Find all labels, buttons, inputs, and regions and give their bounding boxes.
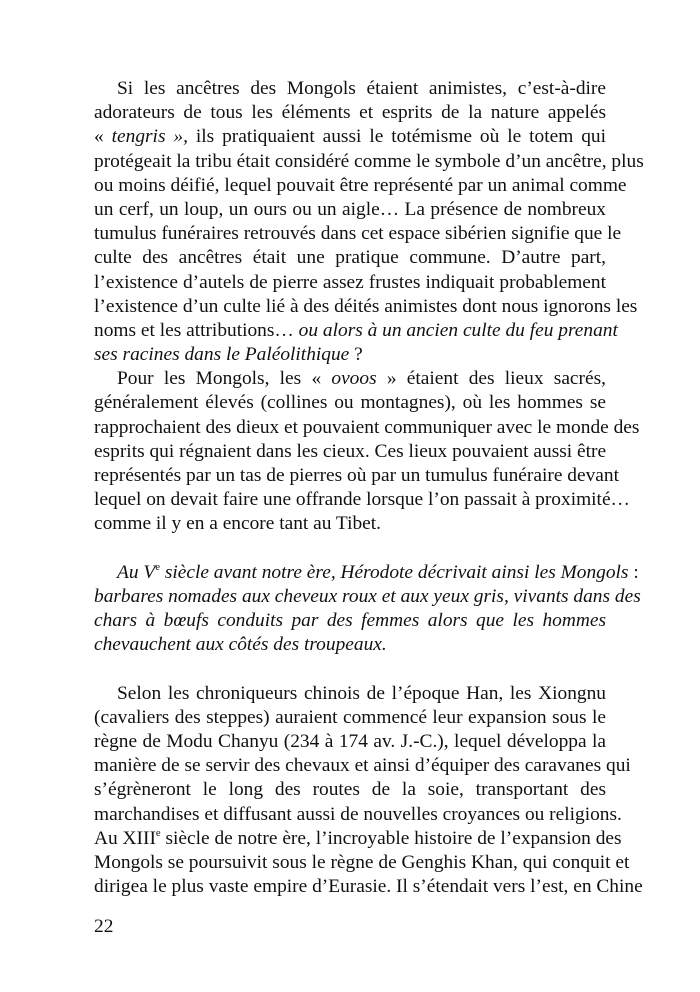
italic-text: chevauchent aux côtés des troupeaux. xyxy=(94,634,387,656)
body-text xyxy=(94,77,644,899)
text-line xyxy=(94,77,606,101)
text: noms et les attributions… xyxy=(94,319,299,341)
text-line xyxy=(94,851,630,875)
text-line xyxy=(94,875,643,899)
text: rapprochaient des dieux et pouvaient communiquer avec le monde des xyxy=(94,416,640,438)
text: » étaient des lieux sacrés, xyxy=(376,368,606,390)
text-line xyxy=(94,464,619,488)
text: tumulus funéraires retrouvés dans cet espace sibérien signifie que le xyxy=(94,223,622,245)
text-line xyxy=(94,174,627,198)
text-line xyxy=(94,585,641,609)
text-line xyxy=(94,609,606,633)
text: dirigea le plus vaste empire d’Eurasie. Il s’étendait vers l’est, en Chine xyxy=(94,876,643,898)
italic-text: chars à bœufs conduits par des femmes alors que les hommes xyxy=(94,610,606,632)
text-line xyxy=(94,198,606,222)
text-line xyxy=(94,295,638,319)
italic-text: ses racines dans le Paléolithique xyxy=(94,344,350,366)
text: un cerf, un loup, un ours ou un aigle… La présence de nombreux xyxy=(94,198,606,220)
text-line xyxy=(94,391,606,415)
superscript: e xyxy=(155,561,160,574)
text-line xyxy=(94,343,606,367)
text: Selon les chroniqueurs chinois de l’époque Han, les Xiongnu xyxy=(117,682,606,704)
italic-text: siècle avant notre ère, Hérodote décrivait ainsi les Mongols xyxy=(159,561,629,583)
text-line xyxy=(94,512,606,536)
text: ? xyxy=(349,344,363,366)
italic-text: ou alors à un ancien culte du feu prenant xyxy=(298,319,618,341)
paragraph-spacer xyxy=(94,537,606,561)
text: esprits qui régnaient dans les cieux. Ces lieux pouvaient aussi être xyxy=(94,440,607,462)
text: adorateurs de tous les éléments et esprits de la nature appelés xyxy=(94,102,606,124)
text-line xyxy=(94,246,606,270)
text: Si les ancêtres des Mongols étaient animistes, c’est-à-dire xyxy=(117,78,606,99)
text-line xyxy=(94,488,630,512)
text-line xyxy=(94,440,606,464)
text: l’existence d’un culte lié à des déités animistes dont nous ignorons les xyxy=(94,295,638,317)
text: représentés par un tas de pierres où par un tumulus funéraire devant xyxy=(94,465,619,486)
text-line xyxy=(94,416,640,440)
page-number: 22 xyxy=(94,916,114,937)
italic-text: tengris », xyxy=(111,126,188,148)
text: généralement élevés (collines ou montagnes), où les hommes se xyxy=(94,392,606,414)
text-line xyxy=(94,125,606,149)
text-line xyxy=(94,682,606,706)
text-line xyxy=(94,319,618,343)
text-line xyxy=(94,222,622,246)
superscript: e xyxy=(155,827,161,840)
text-line xyxy=(94,367,606,391)
text-line xyxy=(94,730,606,754)
text-line xyxy=(94,778,606,802)
text: : xyxy=(628,561,639,583)
italic-text: Au V xyxy=(117,561,156,583)
text: Pour les Mongols, les « xyxy=(117,368,332,390)
text-line xyxy=(94,827,622,851)
text: « xyxy=(94,126,112,148)
text: culte des ancêtres était une pratique commune. D’autre part, xyxy=(94,247,606,269)
text: marchandises et diffusant aussi de nouvelles croyances ou religions. xyxy=(94,803,622,825)
italic-text: ovoos xyxy=(331,368,377,390)
text: s’égrèneront le long des routes de la soie, transportant des xyxy=(94,779,606,801)
text-line xyxy=(94,271,606,295)
text: (cavaliers des steppes) auraient commencé leur expansion sous le xyxy=(94,706,606,728)
text-line xyxy=(94,150,644,174)
text-line xyxy=(94,706,606,730)
text: Mongols se poursuivit sous le règne de Genghis Khan, qui conquit et xyxy=(94,852,630,873)
text-line xyxy=(94,561,639,585)
text: comme il y en a encore tant au Tibet. xyxy=(94,513,382,535)
text: l’existence d’autels de pierre assez frustes indiquait probablement xyxy=(94,271,606,293)
text: Au XIII xyxy=(94,827,156,849)
text: lequel on devait faire une offrande lorsque l’on passait à proximité… xyxy=(94,489,630,511)
text-line xyxy=(94,633,606,657)
text-line xyxy=(94,754,631,778)
italic-text: barbares nomades aux cheveux roux et aux yeux gris, vivants dans des xyxy=(94,585,641,607)
text-line xyxy=(94,101,606,125)
text: règne de Modu Chanyu (234 à 174 av. J.-C.), lequel développa la xyxy=(94,731,606,753)
text-line xyxy=(94,803,622,827)
text: ou moins déifié, lequel pouvait être représenté par un animal comme xyxy=(94,174,627,196)
text: protégeait la tribu était considéré comme le symbole d’un ancêtre, plus xyxy=(94,150,644,172)
text: ils pratiquaient aussi le totémisme où le totem qui xyxy=(187,126,607,148)
text: manière de se servir des chevaux et ainsi d’équiper des caravanes qui xyxy=(94,755,631,777)
text: siècle de notre ère, l’incroyable histoire de l’expansion des xyxy=(160,827,622,849)
paragraph-spacer xyxy=(94,658,606,682)
